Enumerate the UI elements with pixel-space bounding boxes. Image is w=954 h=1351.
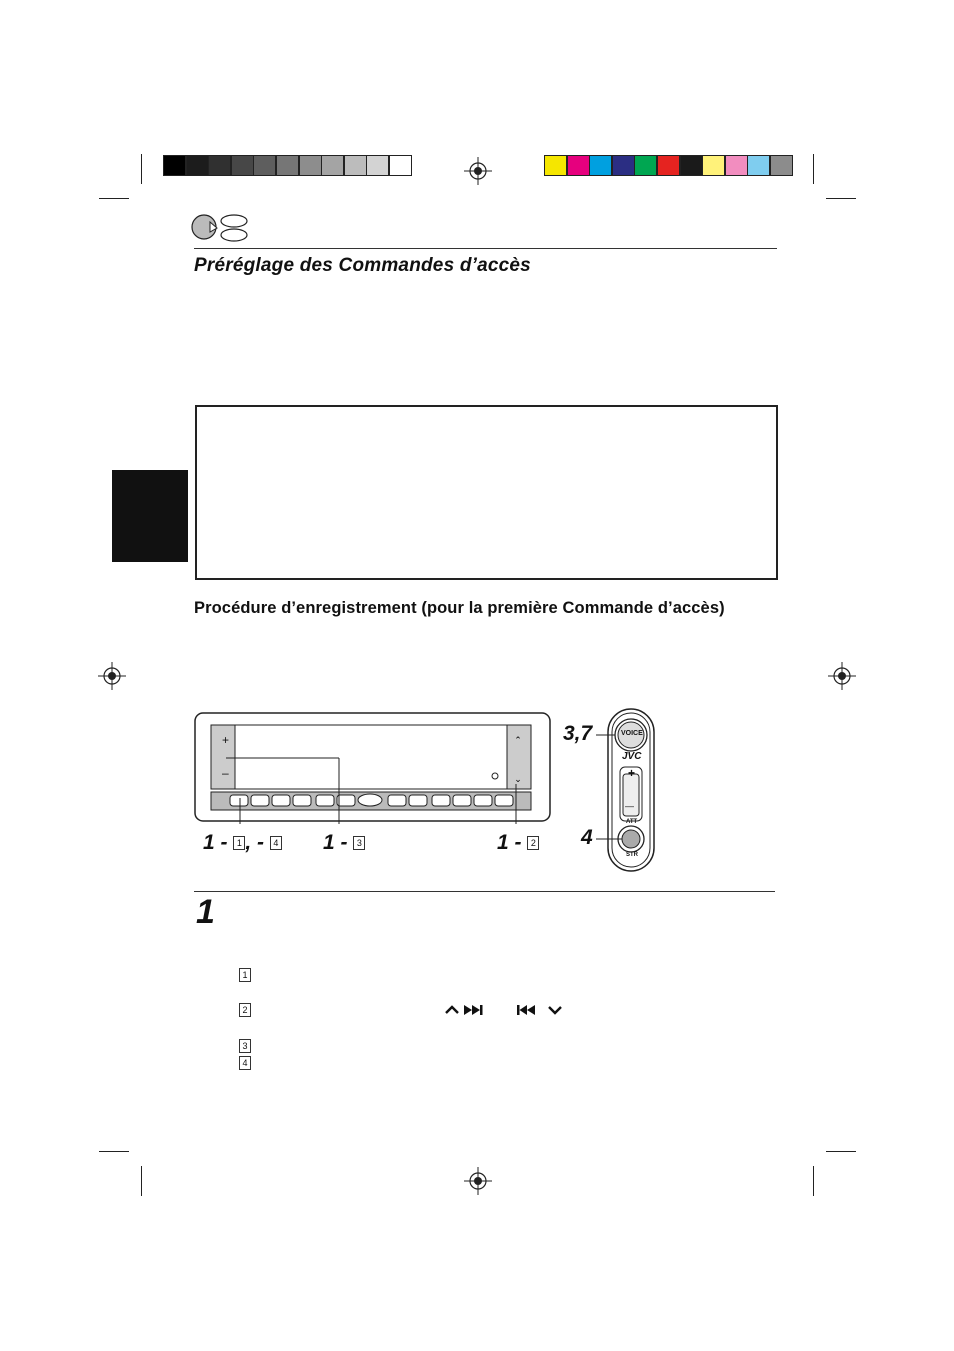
page-title: Préréglage des Commandes d’accès xyxy=(194,255,531,276)
head-unit-illustration xyxy=(194,712,554,824)
att-label: ATT xyxy=(626,819,638,825)
voice-button-label: VOICE xyxy=(621,730,643,737)
step-rule xyxy=(194,891,775,892)
substep-marker: 4 xyxy=(239,1054,251,1072)
color-swatch xyxy=(231,155,254,176)
callout-remote-bottom: 4 xyxy=(581,826,593,849)
note-box xyxy=(195,405,778,580)
crop-mark xyxy=(141,154,142,184)
substep-marker: 2 xyxy=(239,1001,251,1019)
color-swatch xyxy=(276,155,299,176)
svg-text:⌄: ⌄ xyxy=(514,775,522,785)
color-swatch xyxy=(770,155,793,176)
color-swatch xyxy=(634,155,657,176)
callout-remote-top: 3,7 xyxy=(563,722,593,745)
color-swatch xyxy=(680,155,703,176)
color-swatch xyxy=(253,155,276,176)
color-swatch xyxy=(208,155,231,176)
registration-target-icon xyxy=(464,1167,492,1195)
registration-target-icon xyxy=(828,662,856,690)
crop-mark xyxy=(141,1166,142,1196)
up-next-track-icon xyxy=(444,1003,492,1017)
language-tab xyxy=(112,470,188,562)
str-label: STR xyxy=(626,852,638,858)
color-swatch xyxy=(725,155,748,176)
color-swatch xyxy=(344,155,367,176)
color-swatch xyxy=(612,155,635,176)
color-swatch xyxy=(163,155,186,176)
crop-mark xyxy=(813,154,814,184)
color-swatch xyxy=(544,155,567,176)
crop-mark xyxy=(99,198,129,199)
crop-mark xyxy=(99,1151,129,1152)
callout-right: 1 - 2 xyxy=(497,831,539,855)
color-swatch xyxy=(657,155,680,176)
unit-minus-label: – xyxy=(222,766,229,780)
color-swatch xyxy=(299,155,322,176)
jvc-logo: JVC xyxy=(622,751,642,762)
header-rule xyxy=(194,248,777,249)
color-swatch xyxy=(589,155,612,176)
callout-left: 1 - 1 , - 4 xyxy=(203,831,282,855)
step-number: 1 xyxy=(196,893,215,931)
remote-plus-label: + xyxy=(628,766,636,780)
crop-mark xyxy=(813,1166,814,1196)
voice-command-icon xyxy=(190,212,250,244)
section-subtitle: Procédure d’enregistrement (pour la première Commande d’accès) xyxy=(194,599,725,617)
callout-mid: 1 - 3 xyxy=(323,831,365,855)
substep-marker: 1 xyxy=(239,966,251,984)
crop-mark xyxy=(826,198,856,199)
prev-track-down-icon xyxy=(516,1003,566,1017)
remote-minus-label: — xyxy=(625,801,634,811)
unit-plus-label: + xyxy=(222,733,230,747)
color-swatch xyxy=(702,155,725,176)
color-swatch xyxy=(321,155,344,176)
crop-mark xyxy=(826,1151,856,1152)
registration-target-icon xyxy=(464,157,492,185)
registration-target-icon xyxy=(98,662,126,690)
svg-text:⌃: ⌃ xyxy=(514,736,522,746)
color-swatch xyxy=(186,155,209,176)
color-swatch xyxy=(747,155,770,176)
substep-marker: 3 xyxy=(239,1037,251,1055)
color-swatch xyxy=(567,155,590,176)
color-swatch xyxy=(366,155,389,176)
color-swatch xyxy=(389,155,412,176)
